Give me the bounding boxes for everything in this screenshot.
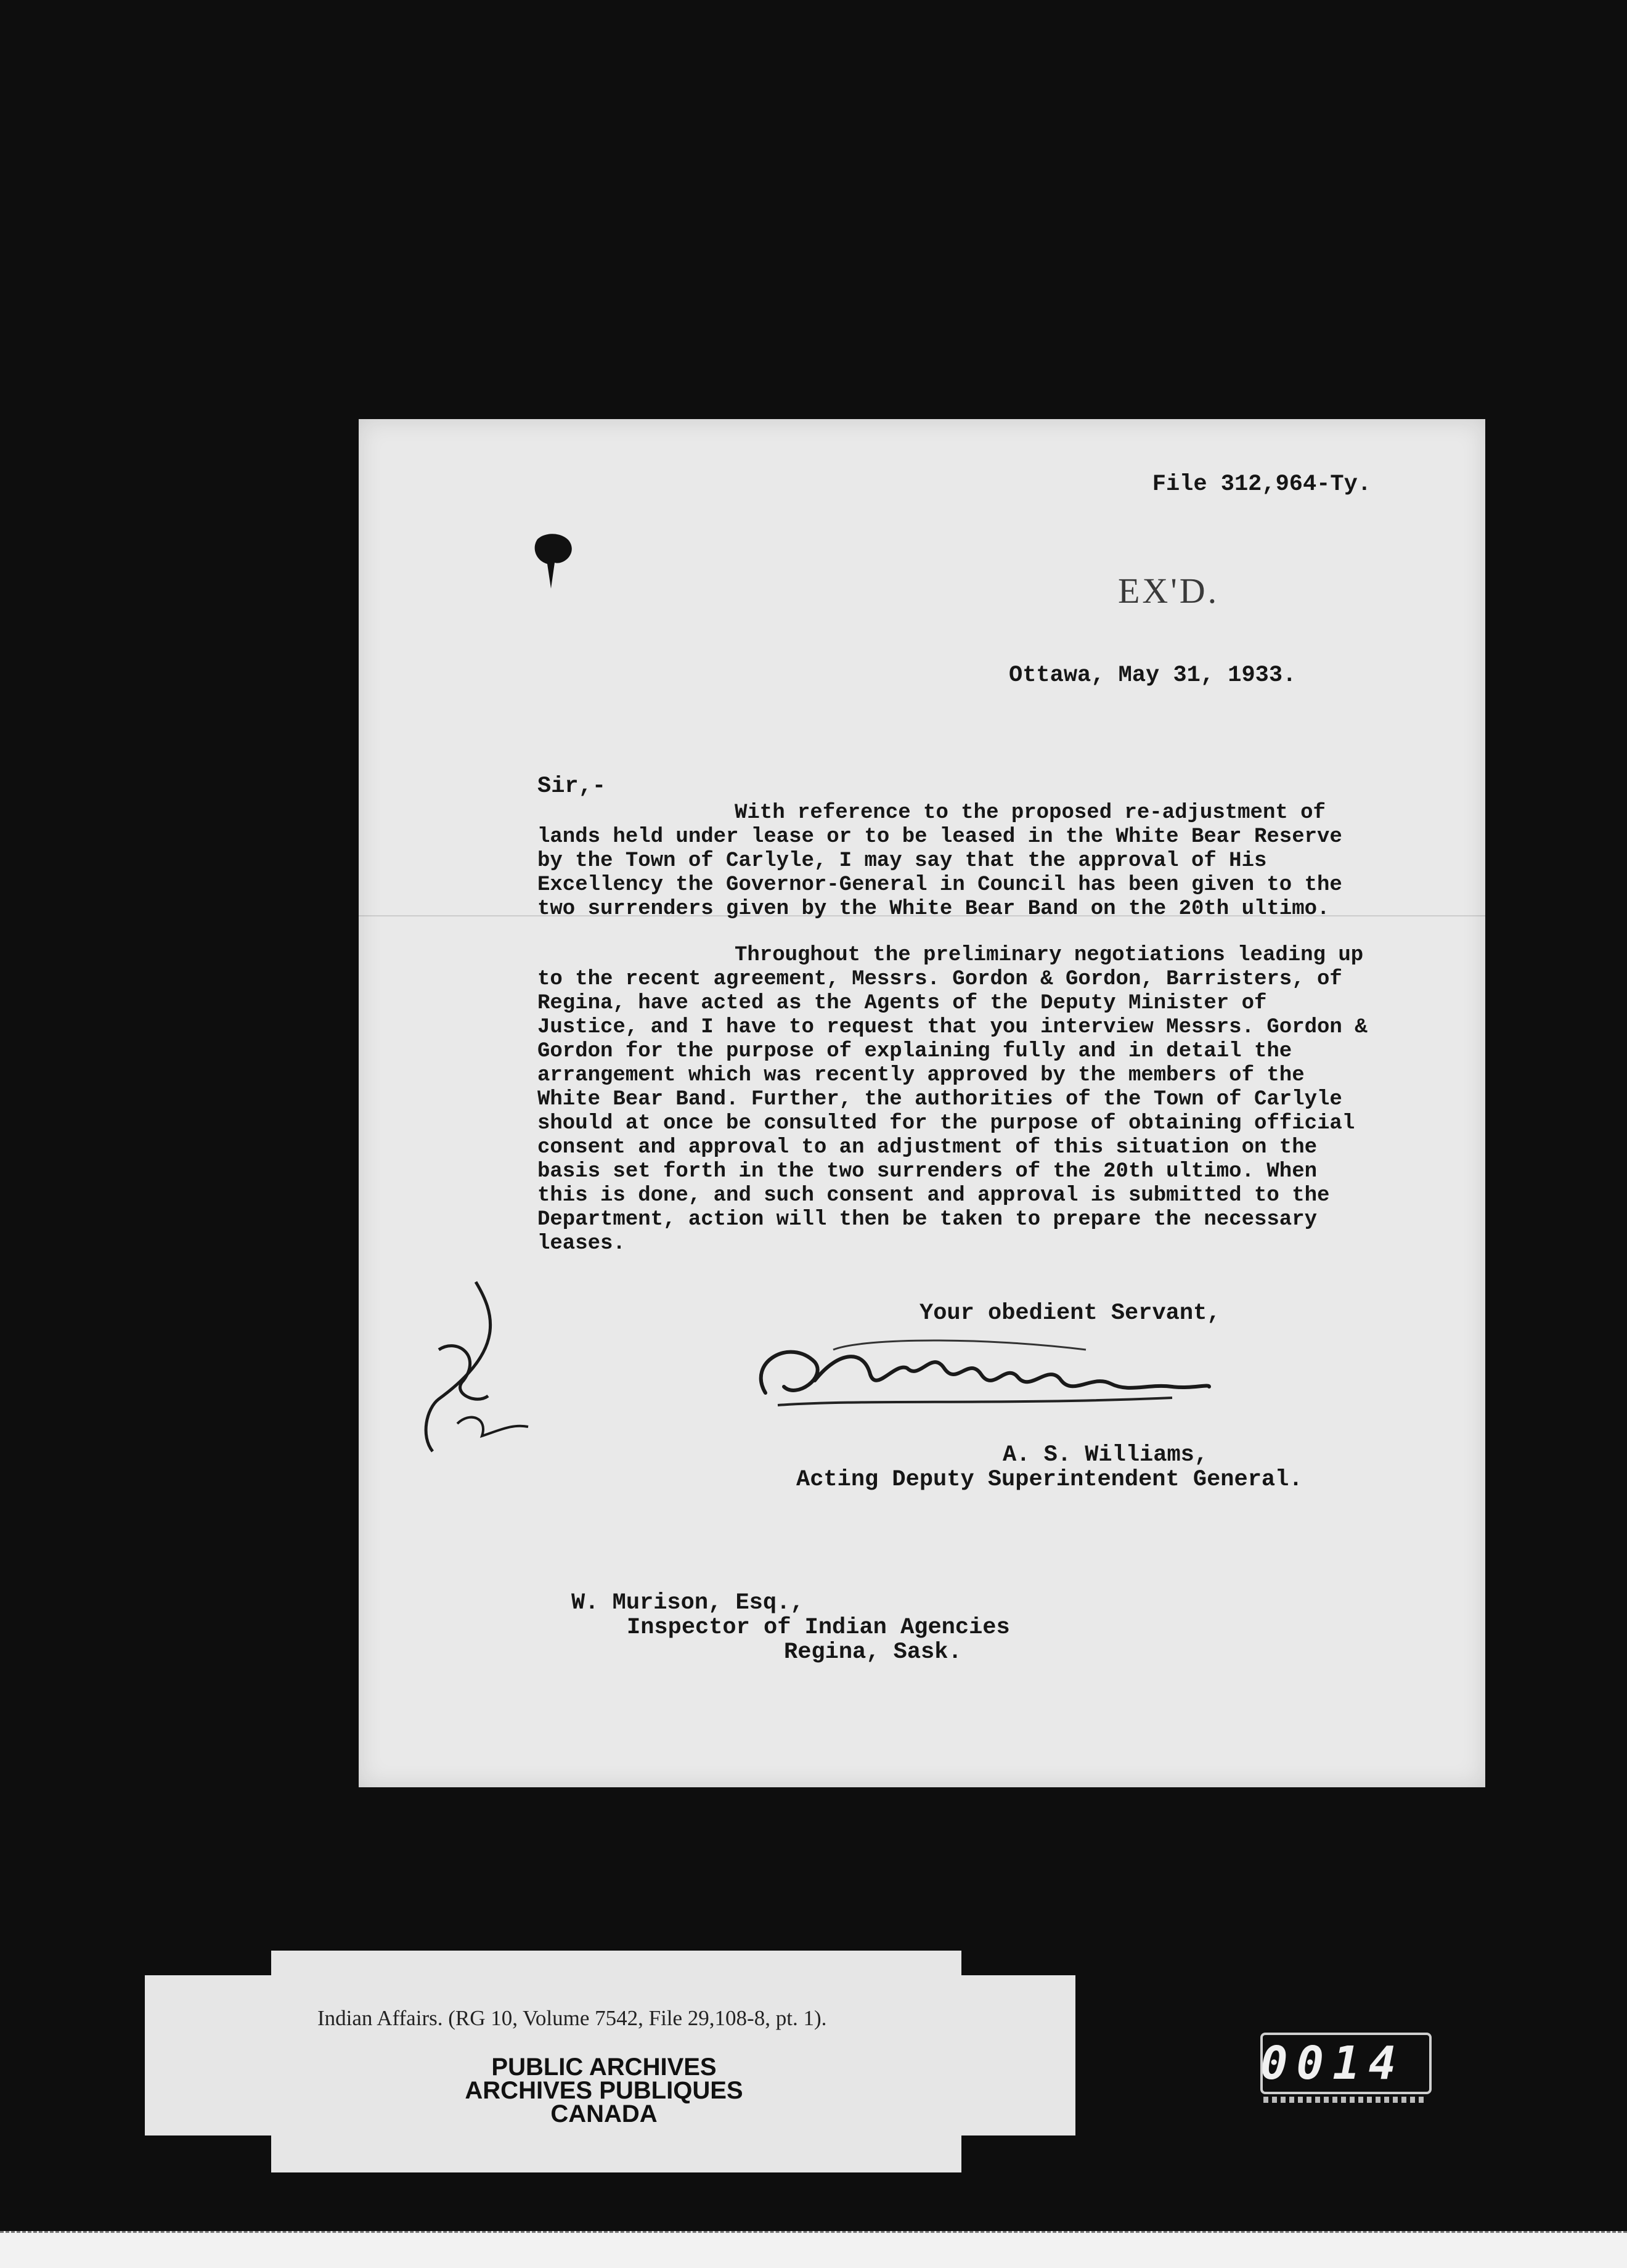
- ink-blot: [525, 527, 581, 595]
- archive-label-fr: ARCHIVES PUBLIQUES: [465, 2077, 743, 2104]
- signer-title: Acting Deputy Superintendent General.: [796, 1467, 1303, 1493]
- addressee-title: Inspector of Indian Agencies: [627, 1615, 1010, 1641]
- frame-number-perforation: [1263, 2097, 1424, 2103]
- paragraph-1: With reference to the proposed re-adjustment of lands held under lease or to be leased in the White Bear Reserve by the Town of Carlyle, I may say that the approval of His Excellency the Governor-General in Council has been given to the two surrenders given by the White Bear Band on the 20th ultimo.: [537, 801, 1342, 921]
- archive-label: [431, 2055, 777, 2126]
- signer-name: A. S. Williams,: [1003, 1442, 1209, 1468]
- archive-citation: Indian Affairs. (RG 10, Volume 7542, File 29,108-8, pt. 1).: [317, 2006, 827, 2030]
- exd-stamp: EX'D.: [1118, 571, 1220, 611]
- archive-label-country: CANADA: [550, 2100, 658, 2127]
- frame-number: 0014: [1260, 2037, 1405, 2090]
- place-date: Ottawa, May 31, 1933.: [1009, 663, 1297, 688]
- letter-page: [359, 419, 1485, 1787]
- addressee-location: Regina, Sask.: [784, 1639, 962, 1665]
- paragraph-2: Throughout the preliminary negotiations leading up to the recent agreement, Messrs. Gordon & Gordon, Barristers, of Regina, have acted as the Agents of the Deputy Minister of Justice, and I have to request that you interview Messrs. Gordon & Gordon for the purpose of explaining fully and in detail the arrangement which was recently approved by the members of the White Bear Band. Further, the authorities of the Town of Carlyle should at once be consulted for the purpose of obtaining official consent and approval to an adjustment of this situation on the basis set forth in the two surrenders of the 20th ultimo. When this is done, and such consent and approval is submitted to the Department, action will then be taken to prepare the necessary leases.: [537, 944, 1368, 1255]
- salutation: Sir,-: [537, 773, 606, 799]
- letter-body: [537, 801, 1376, 1256]
- addressee-name: W. Murison, Esq.,: [571, 1590, 804, 1616]
- handwritten-signature: [741, 1325, 1221, 1436]
- film-edge: [0, 2231, 1627, 2268]
- marginal-initials: [414, 1276, 550, 1461]
- file-number: File 312,964-Ty.: [1152, 471, 1371, 497]
- closing: Your obedient Servant,: [920, 1300, 1221, 1326]
- archive-label-en: PUBLIC ARCHIVES: [491, 2054, 717, 2081]
